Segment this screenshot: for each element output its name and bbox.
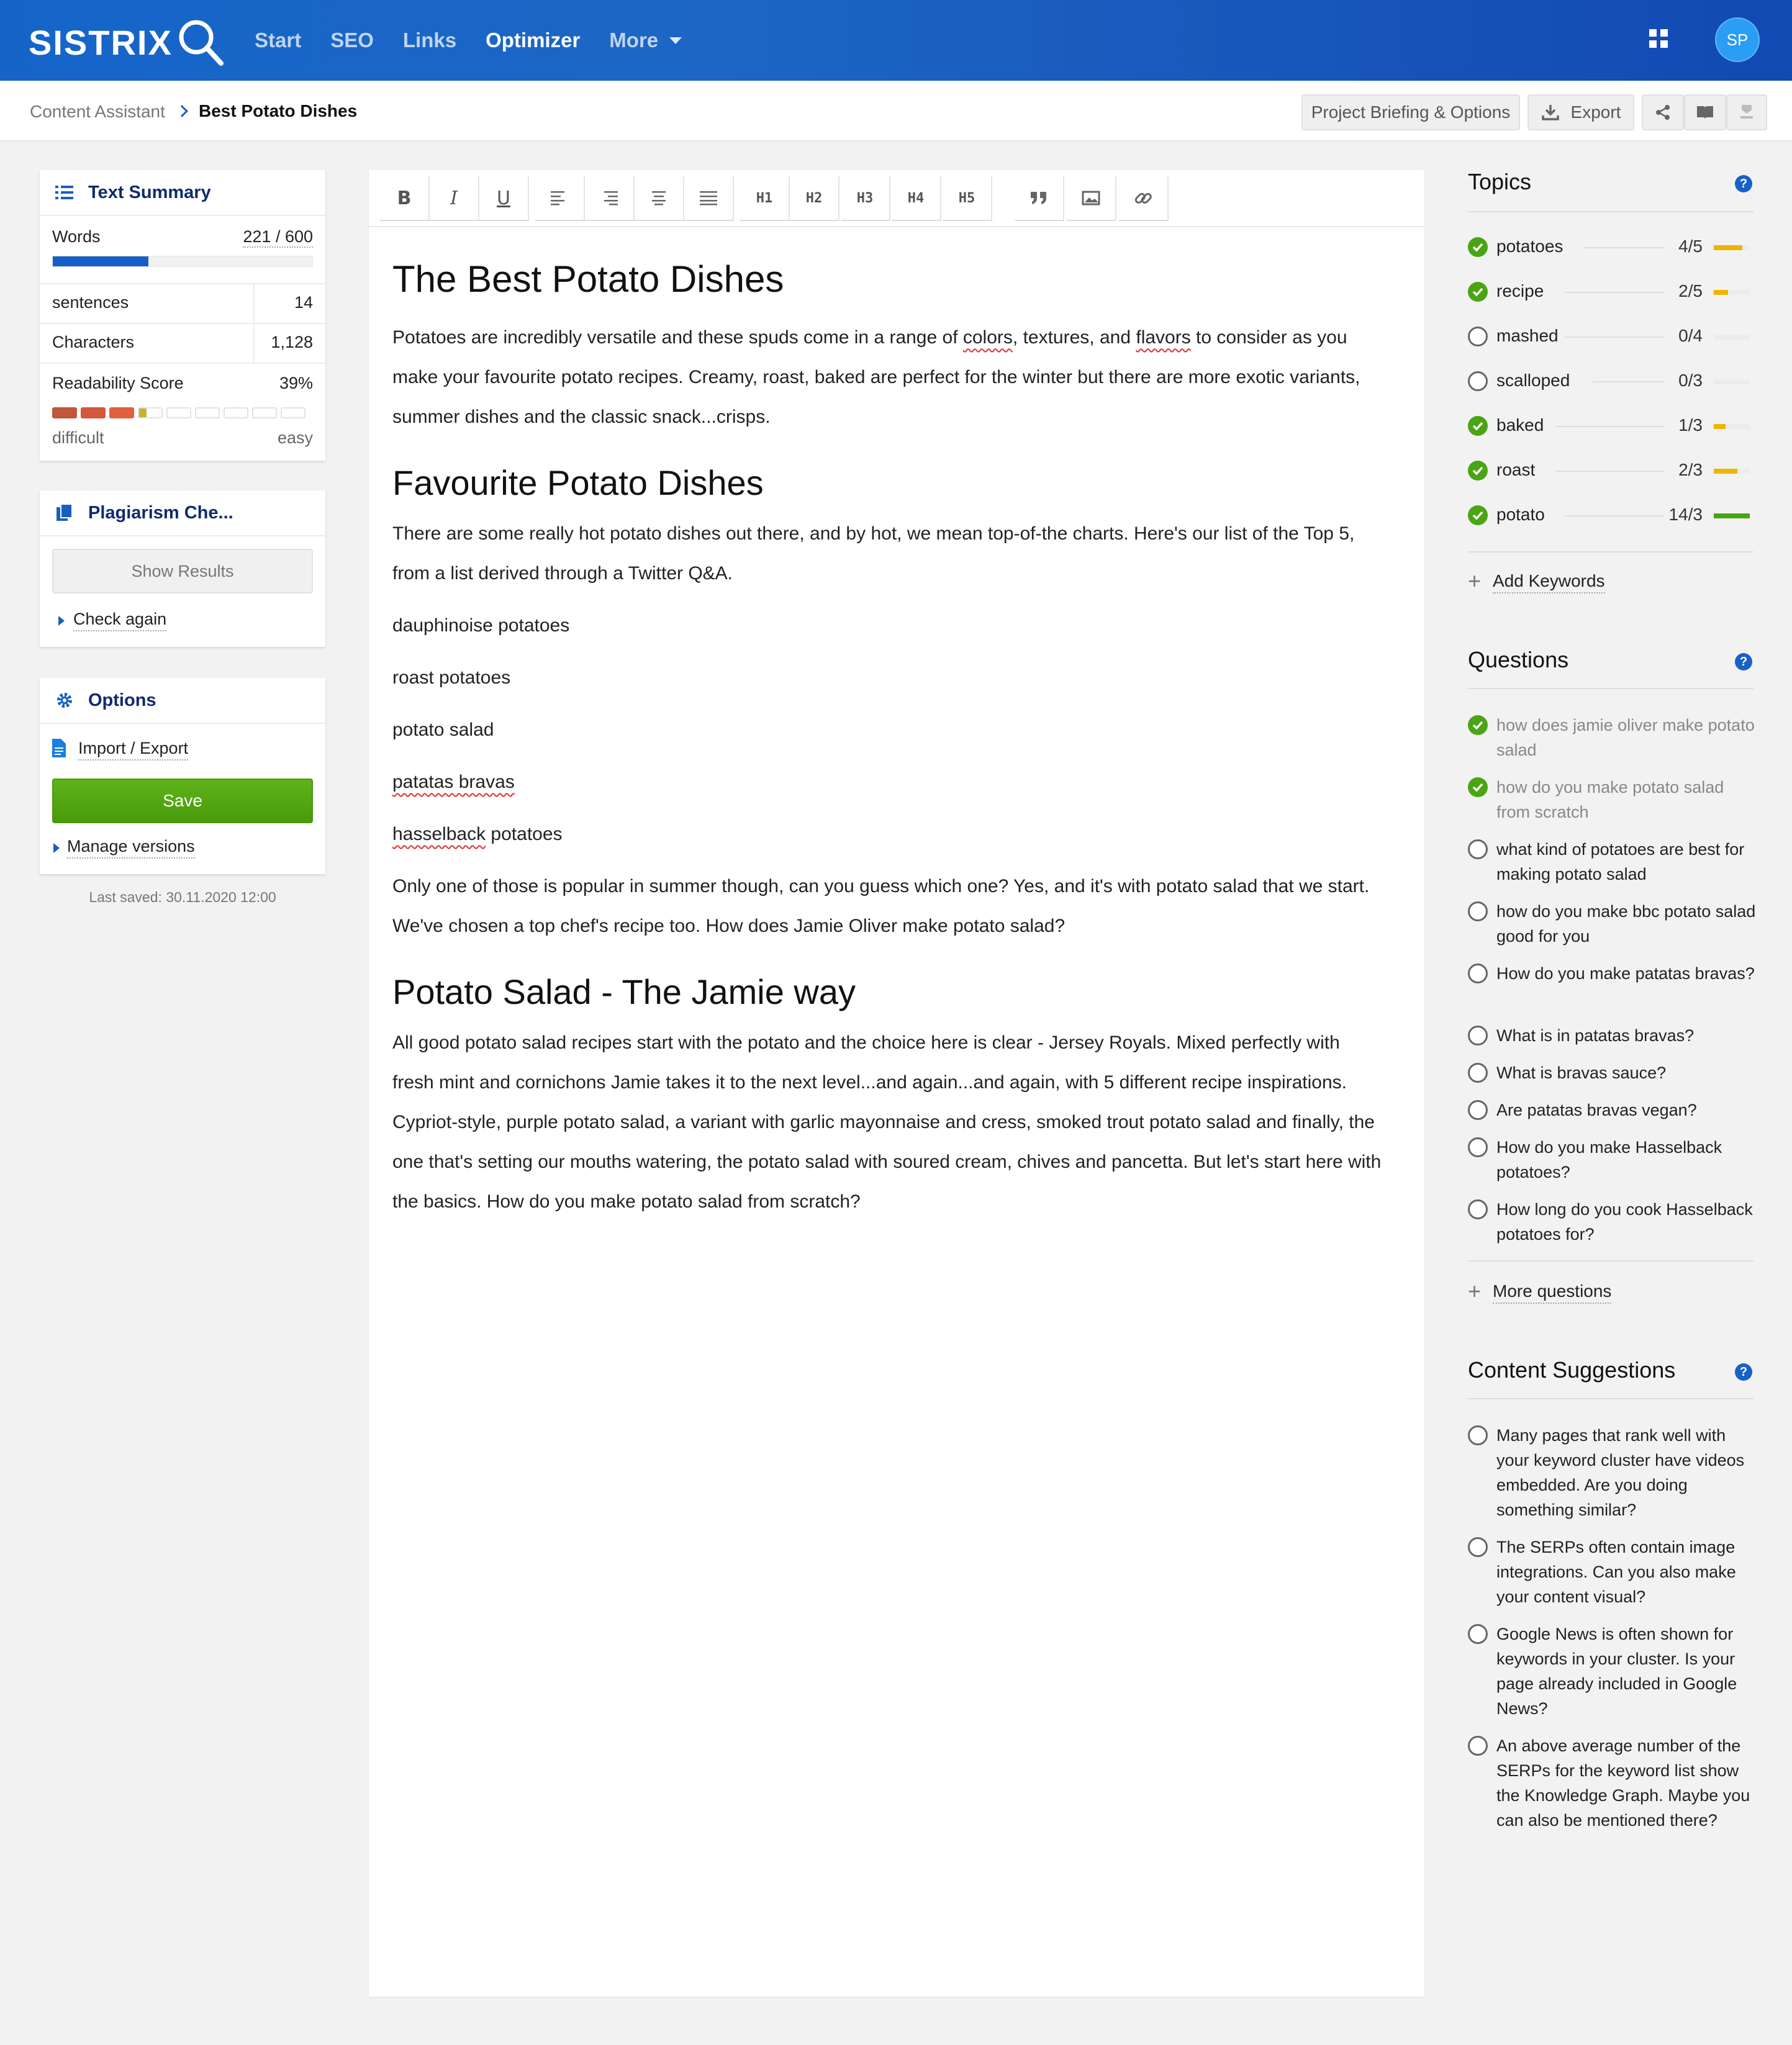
align-right-button[interactable] — [585, 176, 635, 221]
text: Potatoes are incredibly versatile and these spuds come in a range of — [392, 327, 963, 348]
more-questions-link[interactable]: More questions — [1493, 1281, 1611, 1304]
questions-title: Questions — [1468, 647, 1569, 672]
question-item: How do you make Hasselback potatoes? — [1496, 1138, 1722, 1181]
question-item: what kind of potatoes are best for making potato salad — [1496, 840, 1745, 883]
list-line[interactable]: roast potatoes — [392, 667, 511, 688]
import-export-link[interactable]: Import / Export — [78, 739, 188, 761]
empty-circle-icon[interactable] — [1468, 1199, 1488, 1219]
topic-progress-fill — [1714, 290, 1728, 295]
empty-circle-icon[interactable] — [1468, 839, 1488, 859]
topic-progress-fill — [1714, 245, 1742, 250]
manage-versions-link[interactable]: Manage versions — [67, 837, 195, 859]
topic-leader-line — [1565, 515, 1664, 517]
quote-icon — [1029, 191, 1048, 205]
empty-circle-icon[interactable] — [1468, 1736, 1488, 1756]
characters-value: 1,128 — [271, 333, 313, 351]
readability-segment — [252, 407, 277, 418]
check-circle-icon — [1468, 461, 1488, 481]
topic-keyword: potatoes — [1496, 237, 1563, 256]
heading1-button[interactable]: H1 — [740, 176, 790, 221]
book-icon — [1696, 104, 1714, 120]
caret-right-icon — [58, 616, 65, 626]
question-item: How long do you cook Hasselback potatoes for? — [1496, 1200, 1753, 1244]
topic-count: 4/5 — [1678, 237, 1703, 256]
empty-circle-icon[interactable] — [1468, 1100, 1488, 1120]
quote-button[interactable] — [1015, 176, 1064, 221]
paragraph[interactable]: Only one of those is popular in summer though, can you guess which one? Yes, and it's with potato salad that we start. We've chosen a top chef's recipe too. How does Jamie Oliver make potato salad? — [392, 876, 1370, 936]
top-navigation — [0, 0, 1792, 81]
empty-circle-icon[interactable] — [1468, 1624, 1488, 1644]
breadcrumb-parent[interactable]: Content Assistant — [30, 102, 165, 121]
chevron-down-icon — [669, 37, 682, 44]
topic-count: 0/4 — [1678, 326, 1703, 345]
check-circle-icon — [1468, 505, 1488, 525]
list-icon — [53, 181, 76, 204]
heading5-button[interactable]: H5 — [943, 176, 992, 221]
plus-icon: + — [1468, 568, 1482, 594]
paragraph[interactable]: All good potato salad recipes start with the potato and the choice here is clear - Jersey Royals. Mixed perfectly with fresh mint and cornichons Jamie takes it to the next level...and again...and again, with 5 different recipe inspirations. Cypriot-style, purple potato salad, a variant with garlic mayonnaise and cress, smoked trout potato salad and finally, the one that's setting our mouths watering, the potato salad with soured cream, chives and pancetta. But let's start here with the basics. How do you make potato salad from scratch? — [392, 1032, 1382, 1212]
divider — [1468, 688, 1754, 689]
check-again-link[interactable]: Check again — [73, 610, 166, 631]
content-suggestions-title: Content Suggestions — [1468, 1357, 1676, 1383]
text-summary-title: Text Summary — [88, 182, 211, 202]
text: potatoes — [486, 824, 563, 844]
main-menu — [255, 0, 711, 81]
topic-leader-line — [1555, 471, 1664, 472]
question-item: How do you make patatas bravas? — [1496, 964, 1755, 983]
topic-leader-line — [1593, 381, 1664, 382]
download-icon — [1541, 103, 1560, 122]
topic-progress-fill — [1714, 513, 1750, 518]
heading[interactable]: Potato Salad - The Jamie way — [392, 972, 856, 1011]
options-panel — [40, 678, 325, 874]
feedback-icon — [1738, 104, 1755, 121]
check-circle-icon — [1468, 416, 1488, 436]
readability-difficult-label: difficult — [52, 428, 104, 447]
readability-segment — [138, 407, 163, 418]
topic-leader-line — [1555, 426, 1664, 427]
nav-links[interactable]: Links — [402, 29, 457, 52]
topic-count: 0/3 — [1678, 371, 1703, 390]
question-item: how does jamie oliver make potato salad — [1496, 716, 1755, 759]
readability-segment — [195, 407, 220, 418]
words-value: 221 / 600 — [243, 227, 313, 248]
topic-keyword: mashed — [1496, 326, 1559, 345]
suggestion-item: An above average number of the SERPs for the keyword list show the Knowledge Graph. Maybe you can also be mentioned there? — [1496, 1736, 1750, 1830]
words-progress-bar — [52, 256, 313, 267]
export-button[interactable] — [1527, 94, 1634, 130]
heading4-button[interactable]: H4 — [892, 176, 941, 221]
text-editor — [369, 170, 1424, 1997]
align-left-button[interactable] — [535, 176, 585, 221]
question-item: What is in patatas bravas? — [1496, 1026, 1695, 1045]
divider — [40, 363, 325, 364]
underline-button[interactable]: U — [479, 176, 529, 221]
plagiarism-header — [40, 490, 325, 536]
empty-circle-icon[interactable] — [1468, 1137, 1488, 1157]
topic-progress-bar — [1714, 513, 1750, 518]
empty-circle-icon[interactable] — [1468, 901, 1488, 921]
plagiarism-title: Plagiarism Che... — [88, 502, 233, 523]
spelling-error[interactable]: flavors — [1136, 327, 1191, 348]
paragraph[interactable] — [392, 318, 1386, 437]
check-circle-icon[interactable] — [1468, 777, 1488, 797]
divider — [40, 283, 325, 284]
chevron-right-icon — [176, 105, 188, 117]
divider — [1468, 211, 1754, 212]
justify-icon — [700, 191, 717, 205]
heading[interactable]: Favourite Potato Dishes — [392, 463, 764, 502]
readability-segment — [166, 407, 191, 418]
empty-circle-icon[interactable] — [1468, 1063, 1488, 1083]
gear-icon — [53, 689, 76, 711]
align-right-icon — [600, 191, 618, 205]
empty-circle-icon[interactable] — [1468, 1026, 1488, 1045]
insert-link-button[interactable] — [1119, 176, 1169, 221]
help-icon[interactable]: ? — [1735, 653, 1752, 670]
topic-count: 2/3 — [1678, 460, 1703, 479]
empty-circle-icon[interactable] — [1468, 964, 1488, 983]
readability-segment — [52, 407, 77, 418]
nav-more-label: More — [609, 29, 659, 52]
question-item: how do you make potato salad from scratch — [1496, 778, 1724, 821]
characters-label: Characters — [52, 333, 135, 351]
readability-value: 39% — [279, 374, 313, 392]
caret-right-icon — [53, 843, 60, 853]
check-circle-icon — [1468, 237, 1488, 257]
breadcrumb-current: Best Potato Dishes — [199, 101, 358, 120]
words-progress-fill — [53, 256, 148, 266]
divider — [1468, 1398, 1754, 1399]
document-title[interactable]: The Best Potato Dishes — [392, 258, 784, 300]
justify-button[interactable] — [684, 176, 734, 221]
help-icon[interactable]: ? — [1735, 1363, 1752, 1381]
text: , textures, and — [1012, 327, 1136, 348]
topic-keyword: roast — [1496, 460, 1536, 479]
topic-count: 14/3 — [1668, 505, 1703, 524]
empty-circle-icon — [1468, 371, 1488, 391]
question-item: Are patatas bravas vegan? — [1496, 1101, 1697, 1119]
editor-toolbar — [369, 170, 1424, 227]
options-title: Options — [88, 690, 156, 710]
list-line[interactable] — [392, 762, 1386, 802]
topic-keyword: baked — [1496, 415, 1544, 435]
suggestion-item: Google News is often shown for keywords in your cluster. Is your page already included in Google News? — [1496, 1625, 1737, 1718]
spelling-error[interactable]: patatas bravas — [392, 772, 515, 792]
readability-segment — [109, 407, 134, 418]
topic-progress-bar — [1714, 245, 1750, 250]
readability-label: Readability Score — [52, 374, 184, 392]
check-circle-icon[interactable] — [1468, 715, 1488, 735]
topic-count: 1/3 — [1678, 415, 1703, 435]
share-button[interactable] — [1642, 94, 1684, 130]
text-summary-header — [40, 170, 325, 216]
sentences-label: sentences — [52, 293, 129, 312]
project-briefing-button[interactable]: Project Briefing & Options — [1301, 94, 1520, 130]
nav-start[interactable]: Start — [255, 29, 302, 52]
topic-progress-bar — [1714, 469, 1750, 474]
check-circle-icon — [1468, 282, 1488, 302]
sentences-value: 14 — [294, 293, 313, 312]
magnifier-logo-icon — [175, 16, 227, 68]
apps-grid-icon[interactable] — [1648, 28, 1669, 49]
topic-keyword: recipe — [1496, 281, 1544, 300]
align-center-button[interactable] — [635, 176, 684, 221]
empty-circle-icon[interactable] — [1468, 1537, 1488, 1557]
link-icon — [1134, 189, 1152, 207]
empty-circle-icon[interactable] — [1468, 1425, 1488, 1445]
topic-count: 2/5 — [1678, 281, 1703, 300]
align-left-icon — [551, 191, 568, 205]
readability-segment — [81, 407, 106, 418]
question-item: What is bravas sauce? — [1496, 1063, 1667, 1082]
topic-progress-bar — [1714, 379, 1750, 384]
question-item: how do you make bbc potato salad good for you — [1496, 902, 1756, 946]
breadcrumb-bar — [0, 81, 1792, 142]
text: to consider as you make your favourite potato recipes. Creamy, roast, baked are perfect for the winter but there are more exotic variants, summer dishes and the classic snack...crisps. — [392, 327, 1360, 427]
readability-segment — [281, 407, 305, 418]
guide-button[interactable] — [1684, 94, 1726, 130]
heading3-button[interactable]: H3 — [841, 176, 890, 221]
divider — [1468, 1260, 1754, 1262]
document-icon — [52, 739, 66, 757]
topic-progress-bar — [1714, 290, 1750, 295]
list-line[interactable] — [392, 815, 1386, 854]
help-icon[interactable]: ? — [1735, 175, 1752, 192]
nav-optimizer[interactable]: Optimizer — [486, 29, 581, 52]
add-keywords-link[interactable]: Add Keywords — [1493, 571, 1605, 594]
topic-progress-fill — [1714, 424, 1726, 429]
italic-button[interactable]: I — [430, 176, 479, 221]
spelling-error[interactable]: colors — [962, 327, 1013, 348]
save-button[interactable]: Save — [52, 779, 313, 823]
readability-easy-label: easy — [277, 428, 313, 447]
text-summary-panel — [40, 170, 325, 461]
nav-more[interactable] — [609, 29, 682, 52]
feedback-button[interactable] — [1726, 94, 1767, 130]
sistrix-logo[interactable] — [29, 17, 227, 67]
topic-progress-bar — [1714, 335, 1750, 340]
bold-button[interactable]: B — [380, 176, 430, 221]
suggestion-item: The SERPs often contain image integrations. Can you also make your content visual? — [1496, 1538, 1736, 1606]
topics-title: Topics — [1468, 169, 1532, 194]
logo-text: SISTRIX — [29, 22, 173, 62]
paragraph[interactable]: There are some really hot potato dishes out there, and by hot, we mean top-of-the charts. Here's our list of the Top 5, from a list derived through a Twitter Q&A. — [392, 523, 1355, 584]
copy-icon — [53, 502, 76, 524]
last-saved-text: Last saved: 30.11.2020 12:00 — [89, 889, 276, 905]
topic-leader-line — [1583, 247, 1664, 248]
list-line[interactable]: potato salad — [392, 720, 494, 740]
user-avatar[interactable]: SP — [1715, 17, 1760, 62]
plagiarism-panel — [40, 490, 325, 647]
topic-progress-bar — [1714, 424, 1750, 429]
insert-image-button[interactable] — [1067, 176, 1116, 221]
topic-progress-fill — [1714, 469, 1737, 474]
options-header — [40, 678, 325, 724]
nav-seo[interactable]: SEO — [330, 29, 374, 52]
divider — [1468, 551, 1754, 553]
document-content[interactable] — [392, 255, 1386, 1234]
topic-keyword: scalloped — [1496, 371, 1570, 390]
plus-icon: + — [1468, 1278, 1482, 1304]
show-results-button[interactable]: Show Results — [52, 549, 313, 594]
topic-keyword: potato — [1496, 505, 1545, 524]
share-icon — [1654, 104, 1672, 121]
words-label: Words — [52, 227, 101, 246]
heading2-button[interactable]: H2 — [790, 176, 839, 221]
topic-leader-line — [1565, 336, 1664, 338]
topic-leader-line — [1565, 292, 1664, 293]
divider — [40, 323, 325, 324]
empty-circle-icon — [1468, 327, 1488, 346]
readability-segment — [224, 407, 248, 418]
align-center-icon — [650, 191, 667, 205]
image-icon — [1082, 191, 1100, 205]
list-line[interactable]: dauphinoise potatoes — [392, 615, 570, 636]
spelling-error[interactable]: hasselback — [392, 824, 486, 844]
suggestion-item: Many pages that rank well with your keyword cluster have videos embedded. Are you doing something similar? — [1496, 1426, 1745, 1519]
export-label: Export — [1570, 102, 1621, 122]
